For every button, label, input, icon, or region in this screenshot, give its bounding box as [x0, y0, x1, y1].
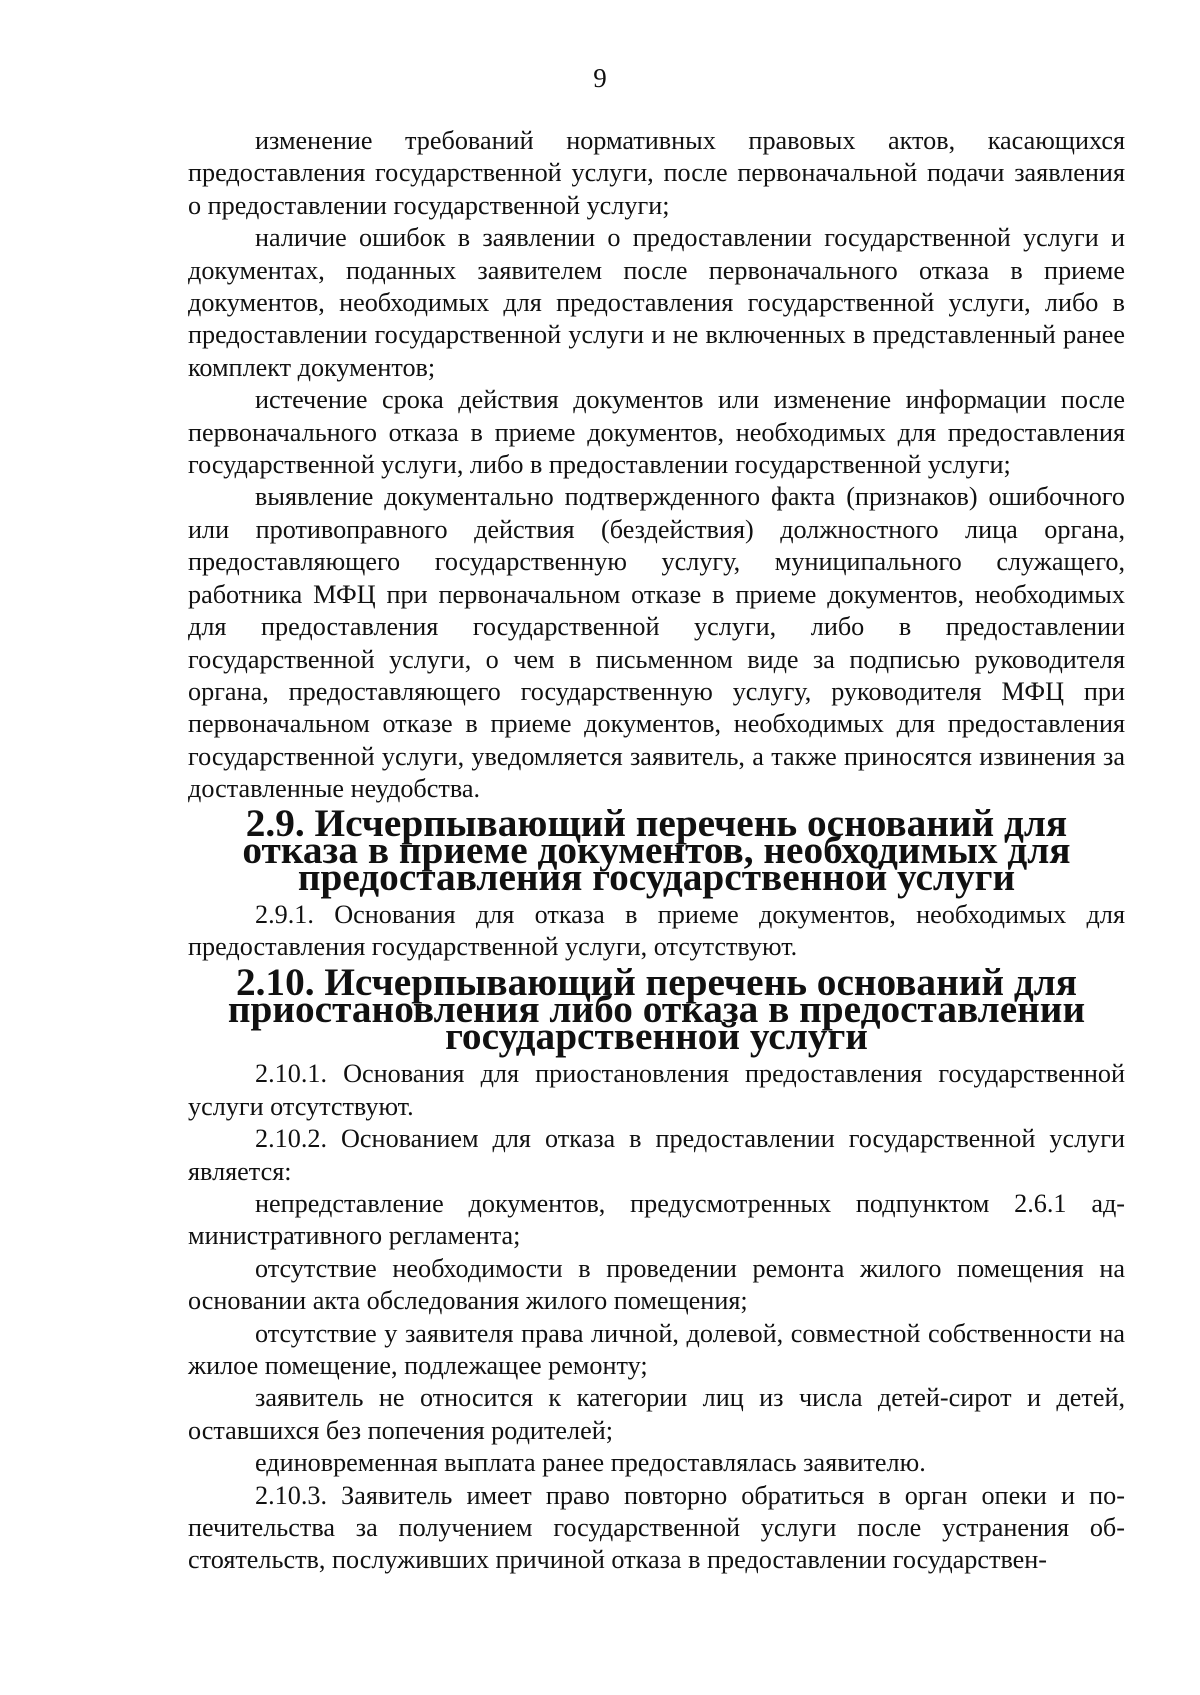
- paragraph-2-10-1: 2.10.1. Основания для приостановления предоставления государственной услуги отсутствуют.: [188, 1059, 1125, 1121]
- paragraph-official-error: выявление документально подтвержденного факта (признаков) ошибочного или противоправного действия (бездействия) должностного лица органа, предоставляющего государственную услугу, муниципального служащего, работника МФЦ при первоначальном отказе в приеме документов, необходимых для предоставления государственной услуги, либо в предоставлении государственной услуги, о чем в письменном виде за подписью руководителя органа, предоставляющего государственную услугу, руководителя МФЦ при первоначальном отказе в приеме документов, необходимых для предоставления государственной услуги, уведомляется заявитель, а также приносятся извинения за доставленные неудобства.: [188, 482, 1125, 804]
- page-number: 9: [593, 63, 607, 93]
- paragraph-2-10-2: 2.10.2. Основанием для отказа в предоставлении государственной услуги является:: [188, 1124, 1125, 1186]
- paragraph-refusal-ground-documents: непредставление документов, предусмотренных подпунктом 2.6.1 административного регламента;: [188, 1188, 1125, 1251]
- paragraph-refusal-ground-category: заявитель не относится к категории лиц из числа детей-сирот и детей, оставшихся без попечения родителей;: [188, 1383, 1125, 1445]
- paragraph-2-10-3: 2.10.3. Заявитель имеет право повторно обратиться в орган опеки и попечительства за получением государственной услуги после устранения обстоятельств, послуживших причиной отказа в предоставлении государствен-: [188, 1480, 1125, 1575]
- paragraph-2-9-1: 2.9.1. Основания для отказа в приеме документов, необходимых для предоставления государственной услуги, отсутствуют.: [188, 899, 1125, 961]
- paragraph-documents-expiry: истечение срока действия документов или изменение информации после первоначального отказа в приеме документов, необходимых для предоставления государственной услуги, либо в предоставлении государственной услуги;: [188, 385, 1125, 480]
- section-heading-2-9: 2.9. Исчерпывающий перечень оснований для отказа в приеме документов, необходимых для предоставления государственной услуги: [242, 800, 1071, 899]
- paragraph-requirements-change: изменение требований нормативных правовых актов, касающихся предоставления государственной услуги, после первоначальной подачи заявления о предоставлении государственной услуги;: [188, 126, 1125, 220]
- section-heading-2-10: 2.10. Исчерпывающий перечень оснований для приостановления либо отказа в предоставлении государственной услуги: [227, 960, 1086, 1059]
- document-body: [188, 125, 1125, 1577]
- paragraph-refusal-ground-previous-payment: единовременная выплата ранее предоставлялась заявителю.: [255, 1448, 926, 1478]
- paragraph-application-errors: наличие ошибок в заявлении о предоставлении государственной услуги и документах, поданных заявителем после первоначального отказа в приеме документов, необходимых для предоставления государственной услуги, либо в предоставлении государственной услуги и не включенных в представленный ранее комплект документов;: [188, 223, 1125, 382]
- paragraph-refusal-ground-no-ownership: отсутствие у заявителя права личной, долевой, совместной собственности на жилое помещение, подлежащее ремонту;: [188, 1318, 1125, 1380]
- paragraph-refusal-ground-no-repair-need: отсутствие необходимости в проведении ремонта жилого помещения на основании акта обследования жилого помещения;: [188, 1253, 1125, 1316]
